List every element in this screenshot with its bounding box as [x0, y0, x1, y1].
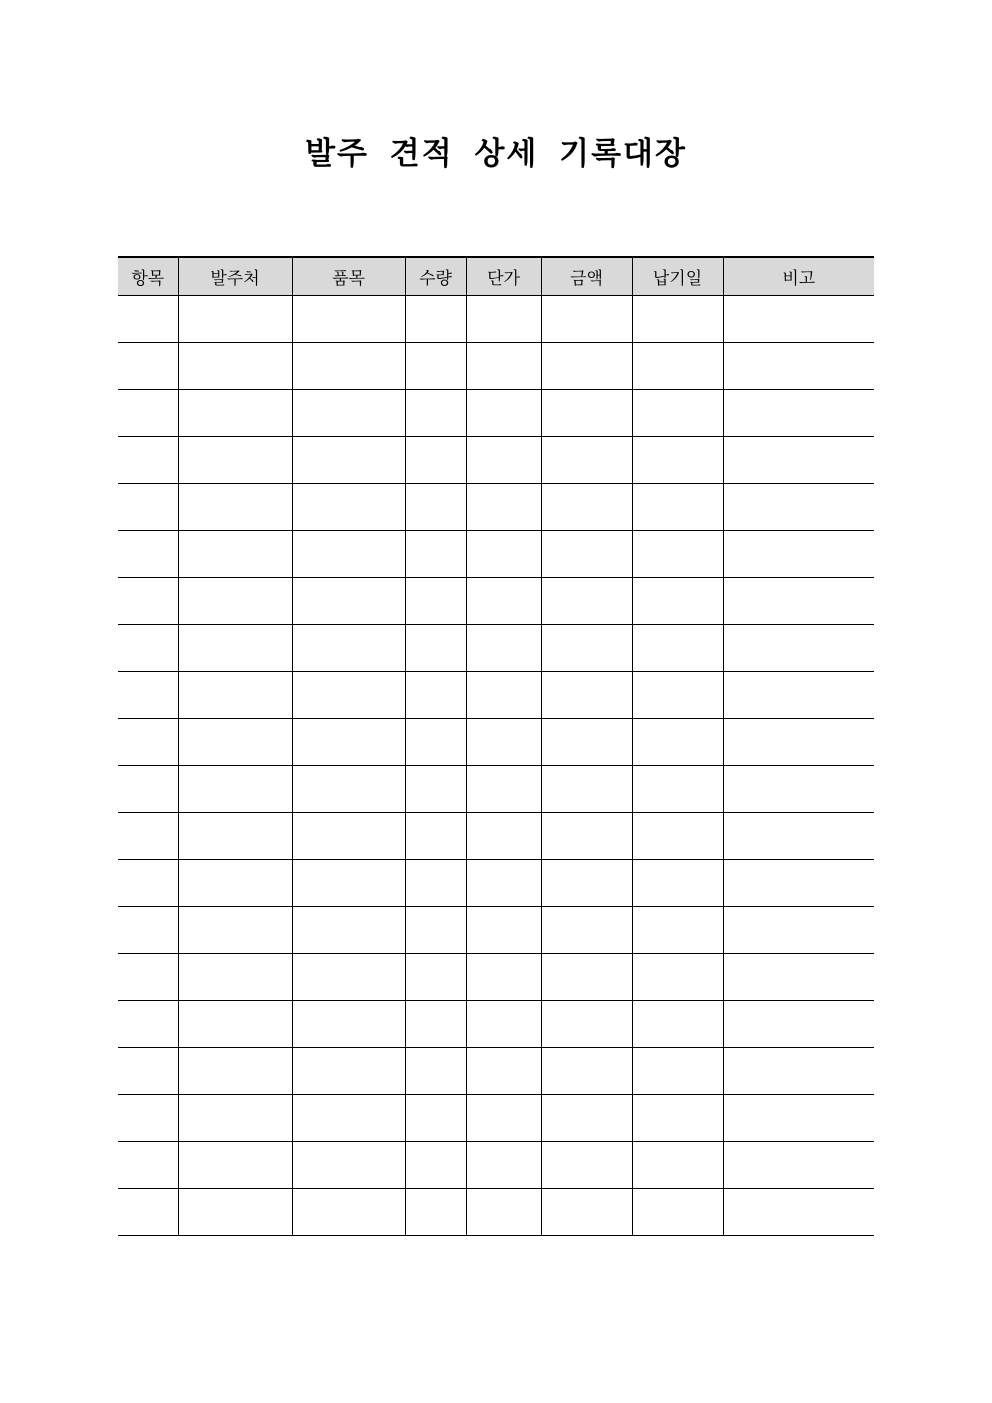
table-row [118, 578, 874, 625]
table-cell-due-date [632, 672, 723, 719]
table-cell-client [178, 672, 292, 719]
column-header-remarks: 비고 [723, 257, 874, 296]
table-cell-amount [541, 578, 632, 625]
table-cell-quantity [405, 625, 466, 672]
table-row [118, 672, 874, 719]
table-cell-client [178, 578, 292, 625]
table-row [118, 719, 874, 766]
table-cell-item [118, 625, 178, 672]
table-cell-due-date [632, 484, 723, 531]
table-cell-product [292, 672, 405, 719]
table-cell-amount [541, 343, 632, 390]
table-cell-quantity [405, 531, 466, 578]
table-cell-item [118, 437, 178, 484]
table-cell-quantity [405, 484, 466, 531]
table-cell-item [118, 813, 178, 860]
table-cell-remarks [723, 1142, 874, 1189]
table-cell-amount [541, 813, 632, 860]
table-row [118, 954, 874, 1001]
table-cell-product [292, 1048, 405, 1095]
table-row [118, 766, 874, 813]
table-cell-amount [541, 390, 632, 437]
table-cell-item [118, 1142, 178, 1189]
table-cell-unit-price [466, 343, 541, 390]
table-cell-remarks [723, 672, 874, 719]
table-cell-item [118, 1095, 178, 1142]
table-cell-client [178, 296, 292, 343]
table-row [118, 813, 874, 860]
table-cell-remarks [723, 625, 874, 672]
table-cell-remarks [723, 531, 874, 578]
table-cell-unit-price [466, 766, 541, 813]
table-cell-client [178, 1048, 292, 1095]
column-header-client: 발주처 [178, 257, 292, 296]
table-cell-unit-price [466, 625, 541, 672]
table-cell-remarks [723, 813, 874, 860]
table-cell-unit-price [466, 1048, 541, 1095]
table-cell-unit-price [466, 1001, 541, 1048]
table-cell-remarks [723, 343, 874, 390]
table-cell-item [118, 1048, 178, 1095]
table-cell-item [118, 1189, 178, 1236]
table-row [118, 484, 874, 531]
table-cell-client [178, 860, 292, 907]
table-cell-product [292, 578, 405, 625]
table-cell-due-date [632, 531, 723, 578]
table-cell-amount [541, 860, 632, 907]
table-cell-unit-price [466, 954, 541, 1001]
table-cell-product [292, 437, 405, 484]
table-cell-due-date [632, 1048, 723, 1095]
table-cell-quantity [405, 296, 466, 343]
table-cell-due-date [632, 860, 723, 907]
table-cell-due-date [632, 1142, 723, 1189]
table-cell-quantity [405, 390, 466, 437]
table-row [118, 625, 874, 672]
table-cell-client [178, 719, 292, 766]
table-row [118, 437, 874, 484]
table-cell-product [292, 954, 405, 1001]
table-cell-remarks [723, 296, 874, 343]
table-cell-unit-price [466, 1095, 541, 1142]
table-cell-quantity [405, 860, 466, 907]
table-cell-client [178, 625, 292, 672]
table-row [118, 343, 874, 390]
table-cell-product [292, 296, 405, 343]
table-cell-unit-price [466, 1142, 541, 1189]
table-cell-item [118, 343, 178, 390]
table-cell-client [178, 531, 292, 578]
table-cell-product [292, 766, 405, 813]
table-cell-due-date [632, 437, 723, 484]
table-cell-amount [541, 531, 632, 578]
table-cell-quantity [405, 1142, 466, 1189]
table-cell-item [118, 1001, 178, 1048]
table-row [118, 1095, 874, 1142]
table-cell-amount [541, 672, 632, 719]
table-cell-quantity [405, 1048, 466, 1095]
table-cell-unit-price [466, 484, 541, 531]
table-cell-quantity [405, 578, 466, 625]
table-cell-amount [541, 719, 632, 766]
table-cell-unit-price [466, 672, 541, 719]
table-cell-quantity [405, 1095, 466, 1142]
table-cell-remarks [723, 1048, 874, 1095]
table-row [118, 860, 874, 907]
table-cell-item [118, 531, 178, 578]
table-cell-amount [541, 296, 632, 343]
table-cell-due-date [632, 1001, 723, 1048]
table-cell-quantity [405, 813, 466, 860]
table-cell-quantity [405, 719, 466, 766]
table-cell-unit-price [466, 390, 541, 437]
table-cell-product [292, 343, 405, 390]
table-cell-remarks [723, 1189, 874, 1236]
table-cell-quantity [405, 954, 466, 1001]
table-cell-unit-price [466, 1189, 541, 1236]
column-header-product: 품목 [292, 257, 405, 296]
table-row [118, 531, 874, 578]
table-cell-remarks [723, 907, 874, 954]
table-cell-client [178, 343, 292, 390]
table-row [118, 296, 874, 343]
table-cell-product [292, 1001, 405, 1048]
table-cell-due-date [632, 719, 723, 766]
table-cell-product [292, 719, 405, 766]
table-cell-remarks [723, 484, 874, 531]
table-cell-quantity [405, 672, 466, 719]
table-cell-remarks [723, 719, 874, 766]
table-cell-amount [541, 1189, 632, 1236]
table-cell-due-date [632, 625, 723, 672]
table-cell-client [178, 484, 292, 531]
table-cell-amount [541, 484, 632, 531]
table-row [118, 1189, 874, 1236]
table-cell-client [178, 954, 292, 1001]
table-cell-unit-price [466, 719, 541, 766]
order-ledger-table [118, 256, 874, 1236]
table-cell-remarks [723, 954, 874, 1001]
table-cell-remarks [723, 860, 874, 907]
table-cell-remarks [723, 578, 874, 625]
table-cell-product [292, 1095, 405, 1142]
table-cell-amount [541, 437, 632, 484]
table-cell-amount [541, 766, 632, 813]
table-cell-unit-price [466, 531, 541, 578]
column-header-item: 항목 [118, 257, 178, 296]
table-cell-due-date [632, 296, 723, 343]
column-header-due-date: 납기일 [632, 257, 723, 296]
table-cell-product [292, 1142, 405, 1189]
table-row [118, 1142, 874, 1189]
table-cell-due-date [632, 1095, 723, 1142]
table-cell-item [118, 390, 178, 437]
column-header-unit-price: 단가 [466, 257, 541, 296]
page-title: 발주 견적 상세 기록대장 [305, 136, 687, 172]
table-body [118, 296, 874, 1236]
table-cell-quantity [405, 1001, 466, 1048]
table-cell-amount [541, 1095, 632, 1142]
table-cell-due-date [632, 390, 723, 437]
table-cell-remarks [723, 437, 874, 484]
column-header-quantity: 수량 [405, 257, 466, 296]
table-cell-client [178, 813, 292, 860]
table-cell-quantity [405, 343, 466, 390]
table-cell-amount [541, 1001, 632, 1048]
table-row [118, 1048, 874, 1095]
table-cell-product [292, 625, 405, 672]
table-cell-item [118, 296, 178, 343]
table-cell-client [178, 1095, 292, 1142]
table-cell-due-date [632, 578, 723, 625]
table-cell-quantity [405, 766, 466, 813]
table-cell-product [292, 860, 405, 907]
table-cell-due-date [632, 907, 723, 954]
table-cell-remarks [723, 766, 874, 813]
table-cell-unit-price [466, 813, 541, 860]
table-cell-item [118, 860, 178, 907]
table-cell-unit-price [466, 437, 541, 484]
table-cell-amount [541, 907, 632, 954]
table-cell-client [178, 437, 292, 484]
table-cell-product [292, 484, 405, 531]
table-cell-item [118, 954, 178, 1001]
table-cell-remarks [723, 390, 874, 437]
table-cell-due-date [632, 343, 723, 390]
table-cell-amount [541, 625, 632, 672]
table-cell-amount [541, 954, 632, 1001]
table-cell-quantity [405, 437, 466, 484]
table-cell-quantity [405, 907, 466, 954]
table-cell-item [118, 672, 178, 719]
table-cell-client [178, 1142, 292, 1189]
column-header-amount: 금액 [541, 257, 632, 296]
table-cell-item [118, 719, 178, 766]
table-cell-client [178, 766, 292, 813]
table-cell-item [118, 766, 178, 813]
table-cell-due-date [632, 954, 723, 1001]
table-cell-due-date [632, 1189, 723, 1236]
table-cell-unit-price [466, 578, 541, 625]
table-cell-amount [541, 1048, 632, 1095]
table-header-row [118, 257, 874, 296]
table-cell-product [292, 390, 405, 437]
table-cell-client [178, 1001, 292, 1048]
table-row [118, 390, 874, 437]
table-cell-due-date [632, 813, 723, 860]
table-cell-due-date [632, 766, 723, 813]
table-cell-client [178, 390, 292, 437]
table-cell-remarks [723, 1095, 874, 1142]
table-cell-product [292, 531, 405, 578]
table-cell-unit-price [466, 907, 541, 954]
table-cell-product [292, 907, 405, 954]
table-cell-product [292, 813, 405, 860]
table-cell-item [118, 907, 178, 954]
table-cell-item [118, 578, 178, 625]
table-cell-unit-price [466, 296, 541, 343]
table-cell-product [292, 1189, 405, 1236]
table-row [118, 907, 874, 954]
table-cell-unit-price [466, 860, 541, 907]
table-cell-amount [541, 1142, 632, 1189]
table-cell-item [118, 484, 178, 531]
table-row [118, 1001, 874, 1048]
table-cell-remarks [723, 1001, 874, 1048]
table-cell-client [178, 907, 292, 954]
table-cell-client [178, 1189, 292, 1236]
table-cell-quantity [405, 1189, 466, 1236]
